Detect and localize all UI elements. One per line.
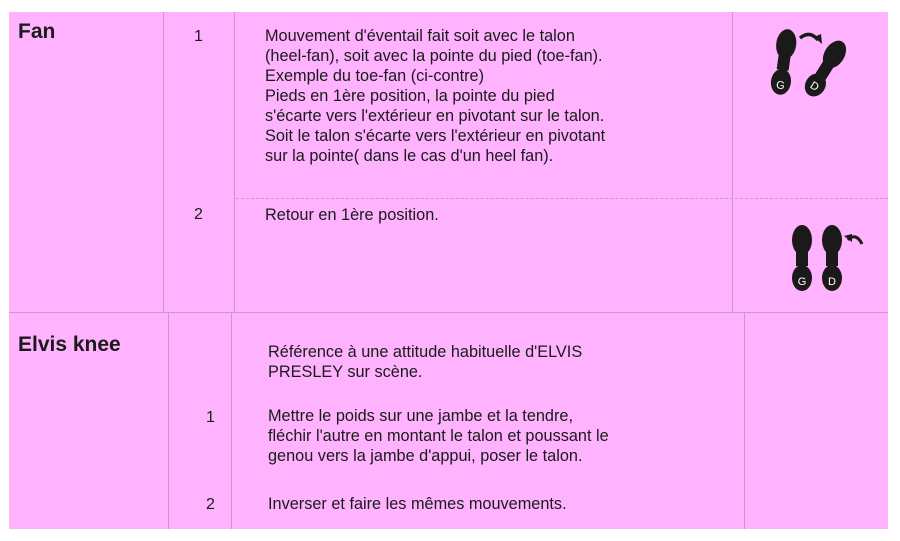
elvis-step-1-number: 1 [206, 409, 215, 426]
fan-term: Fan [18, 20, 56, 43]
text-line: PRESLEY sur scène. [268, 363, 423, 381]
elvis-number-divider [231, 313, 232, 529]
text-line: sur la pointe( dans le cas d'un heel fan). [265, 147, 554, 165]
fan-step-2-description: Retour en 1ère position. [265, 206, 439, 224]
text-line: genou vers la jambe d'appui, poser le talon. [268, 447, 583, 465]
elvis-intro [268, 342, 704, 382]
right-footprint-icon [822, 225, 842, 291]
left-foot-label: G [775, 79, 786, 93]
toe-fan-footprints-icon [764, 22, 854, 102]
right-foot-label: D [828, 276, 836, 288]
fan-number-divider [234, 12, 235, 312]
text-line: fléchir l'autre en montant le talon et poussant le [268, 427, 609, 445]
fan-step-1-description [265, 26, 692, 166]
elvis-step-2-description: Inverser et faire les mêmes mouvements. [268, 495, 567, 513]
text-line: Soit le talon s'écarte vers l'extérieur en pivotant [265, 127, 606, 145]
text-line: Pieds en 1ère position, la pointe du pied [265, 87, 555, 105]
fan-term-divider [163, 12, 164, 312]
elvis-term-divider [168, 313, 169, 529]
text-line: Référence à une attitude habituelle d'ELVIS [268, 343, 583, 361]
elvis-knee-term: Elvis knee [18, 333, 121, 356]
right-footprint-icon [801, 36, 851, 100]
text-line: Exemple du toe-fan (ci-contre) [265, 67, 484, 85]
fan-step-separator [236, 198, 888, 199]
text-line: s'écarte vers l'extérieur en pivotant sur le talon. [265, 107, 605, 125]
fan-step-2-number: 2 [194, 206, 203, 223]
fan-step-1-number: 1 [194, 28, 203, 45]
left-footprint-icon [792, 225, 812, 291]
right-foot-label: D [807, 79, 821, 94]
parallel-footprints-icon [786, 222, 866, 294]
fan-figure-divider [732, 12, 733, 312]
elvis-figure-divider [744, 313, 745, 529]
elvis-step-1-description [268, 406, 704, 466]
text-line: Mouvement d'éventail fait soit avec le talon [265, 27, 575, 45]
text-line: Mettre le poids sur une jambe et la tendre, [268, 407, 573, 425]
left-footprint-icon [769, 28, 798, 96]
elvis-step-2-number: 2 [206, 496, 215, 513]
text-line: (heel-fan), soit avec la pointe du pied (toe-fan). [265, 47, 603, 65]
left-foot-label: G [797, 276, 807, 288]
section-separator [9, 312, 888, 313]
